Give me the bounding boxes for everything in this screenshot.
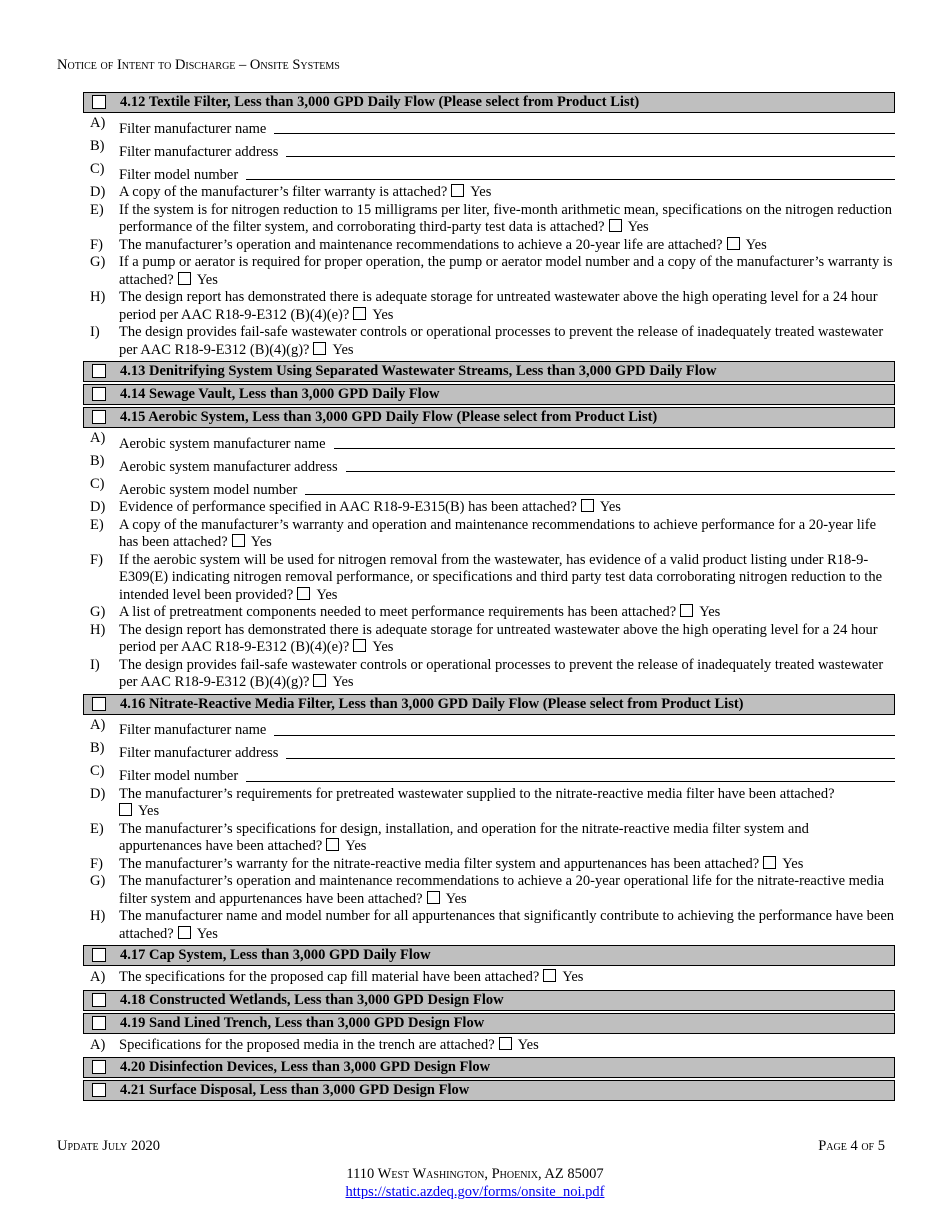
running-head: Notice of Intent to Discharge – Onsite Systems [57,57,340,73]
question-text: The design provides fail-safe wastewater controls or operational processes to prevent the release of inadequately treated wastewater per AAC R18-9-E312 (B)(4)(g)? [119,656,884,690]
question-text: If a pump or aerator is required for proper operation, the pump or aerator model number and a copy of the manufacturer’s warranty is attached? [119,254,893,288]
section-4-13-header [83,361,895,382]
yes-checkbox[interactable] [499,1037,512,1050]
question-item: E) A copy of the manufacturer’s warranty and operation and maintenance recommendations to achieve performance for a 20-year life has been attached? Yes [90,516,877,550]
footer-url-link[interactable]: https://static.azdeq.gov/forms/onsite_noi.pdf [345,1184,605,1200]
field-label: Filter manufacturer name [119,120,267,137]
section-4-14-header [83,384,895,405]
field-label: Filter manufacturer address [119,143,279,160]
question-text: A copy of the manufacturer’s filter warranty is attached? [119,184,448,200]
question-text: If the system is for nitrogen reduction to 15 milligrams per liter, five-month arithmetic mean, specifications on the nitrogen reduction performance of the filter system, and corroborating third-party test data is attached? [119,201,892,235]
yes-checkbox[interactable] [119,803,132,816]
question-item: G) The manufacturer’s operation and maintenance recommendations to achieve a 20-year operational life for the nitrate-reactive media filter system and appurtenances have been attached? Yes [90,873,885,907]
section-4-21-checkbox[interactable] [92,1083,106,1097]
question-text: A copy of the manufacturer’s warranty and operation and maintenance recommendations to achieve performance for a 20-year life has been attached? [119,516,877,550]
section-4-20-checkbox[interactable] [92,1060,106,1074]
nrm-filter-manufacturer-name-field: A) Filter manufacturer name [83,717,895,740]
yes-label: Yes [562,969,584,985]
aerobic-manufacturer-name-input[interactable] [334,448,895,449]
yes-label: Yes [332,674,354,690]
field-label: Filter manufacturer address [119,745,279,761]
nrm-filter-model-number-input[interactable] [246,781,895,782]
aerobic-manufacturer-address-input[interactable] [346,471,895,472]
footer-update: Update July 2020 [57,1138,161,1154]
yes-label: Yes [517,1036,539,1053]
filter-model-number-input[interactable] [246,179,895,180]
question-text: Evidence of performance specified in AAC R18-9-E315(B) has been attached? [119,499,577,515]
question-text: The manufacturer’s warranty for the nitrate-reactive media filter system and appurtenances has been attached? [119,855,760,872]
yes-label: Yes [138,803,160,819]
yes-checkbox[interactable] [313,342,326,355]
section-title: 4.18 Constructed Wetlands, Less than 3,000 GPD Design Flow [120,991,504,1008]
yes-checkbox[interactable] [609,219,622,232]
yes-label: Yes [627,219,649,235]
yes-checkbox[interactable] [763,856,776,869]
yes-label: Yes [445,890,467,907]
section-title: 4.15 Aerobic System, Less than 3,000 GPD Daily Flow (Please select from Product List) [120,409,658,425]
nrm-filter-manufacturer-address-input[interactable] [286,758,895,759]
question-item: I) The design provides fail-safe wastewater controls or operational processes to prevent the release of inadequately treated wastewater per AAC R18-9-E312 (B)(4)(g)? Yes [90,324,884,358]
filter-manufacturer-address-field: B) Filter manufacturer address [83,138,895,161]
yes-checkbox[interactable] [451,184,464,197]
field-label: Aerobic system manufacturer address [119,458,338,475]
section-4-18-header [83,990,895,1011]
yes-label: Yes [372,306,394,323]
question-item: D) Evidence of performance specified in AAC R18-9-E315(B) has been attached? Yes [90,499,621,515]
section-4-15-checkbox[interactable] [92,410,106,424]
section-4-15-header [83,407,895,428]
section-4-14-checkbox[interactable] [92,387,106,401]
question-text: A list of pretreatment components needed to meet performance requirements has been attached? [119,604,677,620]
question-text: Specifications for the proposed media in the trench are attached? [119,1036,495,1053]
yes-checkbox[interactable] [727,237,740,250]
yes-label: Yes [599,499,621,515]
question-item: F) The manufacturer’s warranty for the nitrate-reactive media filter system and appurtenances has been attached? Yes [90,855,804,872]
filter-manufacturer-name-field: A) Filter manufacturer name [83,115,895,138]
question-item: D) A copy of the manufacturer’s filter warranty is attached? Yes [90,184,492,200]
question-text: If the aerobic system will be used for nitrogen removal from the wastewater, has evidence of a valid product listing under R18-9-E309(E) indicating nitrogen removal performance, or specifications and third party test data corroborating nitrogen reduction to the intended level been provided? [119,551,883,603]
question-item: H) The design report has demonstrated there is adequate storage for untreated wastewater above the high operating level for a 24 hour period per AAC R18-9-E312 (B)(4)(e)? Yes [90,621,878,655]
question-text: The design report has demonstrated there is adequate storage for untreated wastewater above the high operating level for a 24 hour period per AAC R18-9-E312 (B)(4)(e)? [119,621,878,655]
question-text: The design report has demonstrated there is adequate storage for untreated wastewater above the high operating level for a 24 hour period per AAC R18-9-E312 (B)(4)(e)? [119,289,878,323]
section-4-19-checkbox[interactable] [92,1016,106,1030]
form-body [83,92,895,1103]
filter-manufacturer-address-input[interactable] [286,156,895,157]
question-text: The specifications for the proposed cap fill material have been attached? [119,969,540,985]
question-item: F) If the aerobic system will be used for nitrogen removal from the wastewater, has evidence of a valid product listing under R18-9-E309(E) indicating nitrogen removal performance, or specifications and third party test data corroborating nitrogen reduction to the intended level been provided? Yes [90,551,883,603]
section-4-12-header [83,92,895,113]
section-4-19-header [83,1013,895,1034]
yes-label: Yes [196,271,218,288]
yes-checkbox[interactable] [178,272,191,285]
yes-label: Yes [745,236,767,253]
field-label: Aerobic system manufacturer name [119,435,326,452]
yes-checkbox[interactable] [353,307,366,320]
yes-checkbox[interactable] [297,587,310,600]
yes-checkbox[interactable] [232,534,245,547]
field-label: Filter manufacturer name [119,722,267,738]
question-text: The manufacturer’s operation and maintenance recommendations to achieve a 20-year life are attached? [119,236,723,253]
section-4-17-header [83,945,895,966]
section-4-16-checkbox[interactable] [92,697,106,711]
question-item: I) The design provides fail-safe wastewater controls or operational processes to prevent the release of inadequately treated wastewater per AAC R18-9-E312 (B)(4)(g)? Yes [90,656,884,690]
aerobic-manufacturer-address-field: B) Aerobic system manufacturer address [83,453,895,476]
question-item: D) The manufacturer’s requirements for pretreated wastewater supplied to the nitrate-reactive media filter have been attached? Yes [90,785,835,819]
aerobic-model-number-input[interactable] [305,494,895,495]
yes-checkbox[interactable] [313,674,326,687]
question-item: F) The manufacturer’s operation and maintenance recommendations to achieve a 20-year life are attached? Yes [90,236,767,253]
question-item: A) Specifications for the proposed media in the trench are attached? Yes [90,1036,539,1053]
question-text: The design provides fail-safe wastewater controls or operational processes to prevent the release of inadequately treated wastewater per AAC R18-9-E312 (B)(4)(g)? [119,324,884,358]
yes-label: Yes [782,855,804,872]
section-title: 4.20 Disinfection Devices, Less than 3,000 GPD Design Flow [120,1059,491,1075]
section-title: 4.13 Denitrifying System Using Separated Wastewater Streams, Less than 3,000 GPD Daily Flow [120,363,717,379]
section-4-17-checkbox[interactable] [92,948,106,962]
filter-model-number-field: C) Filter model number [83,161,895,184]
question-text: The manufacturer name and model number for all appurtenances that significantly contribute to achieving the performance have been attached? [119,908,895,942]
yes-checkbox[interactable] [581,499,594,512]
yes-label: Yes [250,534,272,550]
yes-label: Yes [332,341,354,358]
section-4-16-header [83,694,895,715]
section-title: 4.19 Sand Lined Trench, Less than 3,000 GPD Design Flow [120,1014,485,1031]
yes-checkbox[interactable] [326,838,339,851]
section-title: 4.16 Nitrate-Reactive Media Filter, Less than 3,000 GPD Daily Flow (Please select from Product List) [120,695,744,712]
question-item: H) The manufacturer name and model number for all appurtenances that significantly contribute to achieving the performance have been attached? Yes [90,908,895,942]
footer-page-number: Page 4 of 5 [818,1138,885,1154]
yes-checkbox[interactable] [680,604,693,617]
question-item: E) If the system is for nitrogen reduction to 15 milligrams per liter, five-month arithmetic mean, specifications on the nitrogen reduction performance of the filter system, and corroborating third-party test data is attached? Yes [90,201,892,235]
section-4-12-checkbox[interactable] [92,95,106,109]
section-4-13-checkbox[interactable] [92,364,106,378]
section-title: 4.14 Sewage Vault, Less than 3,000 GPD Daily Flow [120,386,440,402]
yes-label: Yes [699,604,721,620]
section-4-20-header [83,1057,895,1078]
yes-checkbox[interactable] [178,926,191,939]
nrm-filter-manufacturer-address-field: B) Filter manufacturer address [83,740,895,763]
aerobic-model-number-field: C) Aerobic system model number [83,476,895,499]
field-label: Aerobic system model number [119,481,298,498]
yes-label: Yes [316,586,338,603]
section-4-21-header [83,1080,895,1101]
question-text: The manufacturer’s operation and maintenance recommendations to achieve a 20-year operational life for the nitrate-reactive media filter system and appurtenances have been attached? [119,873,885,907]
section-4-18-checkbox[interactable] [92,993,106,1007]
question-item: G) A list of pretreatment components needed to meet performance requirements has been attached? Yes [90,604,721,620]
yes-label: Yes [372,639,394,655]
section-title: 4.17 Cap System, Less than 3,000 GPD Daily Flow [120,947,431,963]
yes-label: Yes [196,925,218,942]
section-title: 4.12 Textile Filter, Less than 3,000 GPD Daily Flow (Please select from Product List) [120,94,640,110]
aerobic-manufacturer-name-field: A) Aerobic system manufacturer name [83,430,895,453]
yes-checkbox[interactable] [543,969,556,982]
field-label: Filter model number [119,166,239,183]
section-title: 4.21 Surface Disposal, Less than 3,000 GPD Design Flow [120,1082,470,1098]
question-item: E) The manufacturer’s specifications for design, installation, and operation for the nitrate-reactive media filter system and appurtenances have been attached? Yes [90,820,809,854]
yes-label: Yes [345,838,367,854]
question-text: The manufacturer’s specifications for design, installation, and operation for the nitrate-reactive media filter system and appurtenances have been attached? [119,820,809,854]
yes-checkbox[interactable] [427,891,440,904]
yes-checkbox[interactable] [353,639,366,652]
field-label: Filter model number [119,768,239,784]
filter-manufacturer-name-input[interactable] [274,133,895,134]
question-item: G) If a pump or aerator is required for proper operation, the pump or aerator model number and a copy of the manufacturer’s warranty is attached? Yes [90,254,893,288]
question-item: A) The specifications for the proposed cap fill material have been attached? Yes [90,969,584,985]
question-item: H) The design report has demonstrated there is adequate storage for untreated wastewater above the high operating level for a 24 hour period per AAC R18-9-E312 (B)(4)(e)? Yes [90,289,878,323]
yes-label: Yes [470,184,492,200]
question-text: The manufacturer’s requirements for pretreated wastewater supplied to the nitrate-reactive media filter have been attached? [119,785,835,802]
footer-address: 1110 West Washington, Phoenix, AZ 85007 [346,1166,604,1182]
nrm-filter-manufacturer-name-input[interactable] [274,735,895,736]
nrm-filter-model-number-field: C) Filter model number [83,763,895,786]
